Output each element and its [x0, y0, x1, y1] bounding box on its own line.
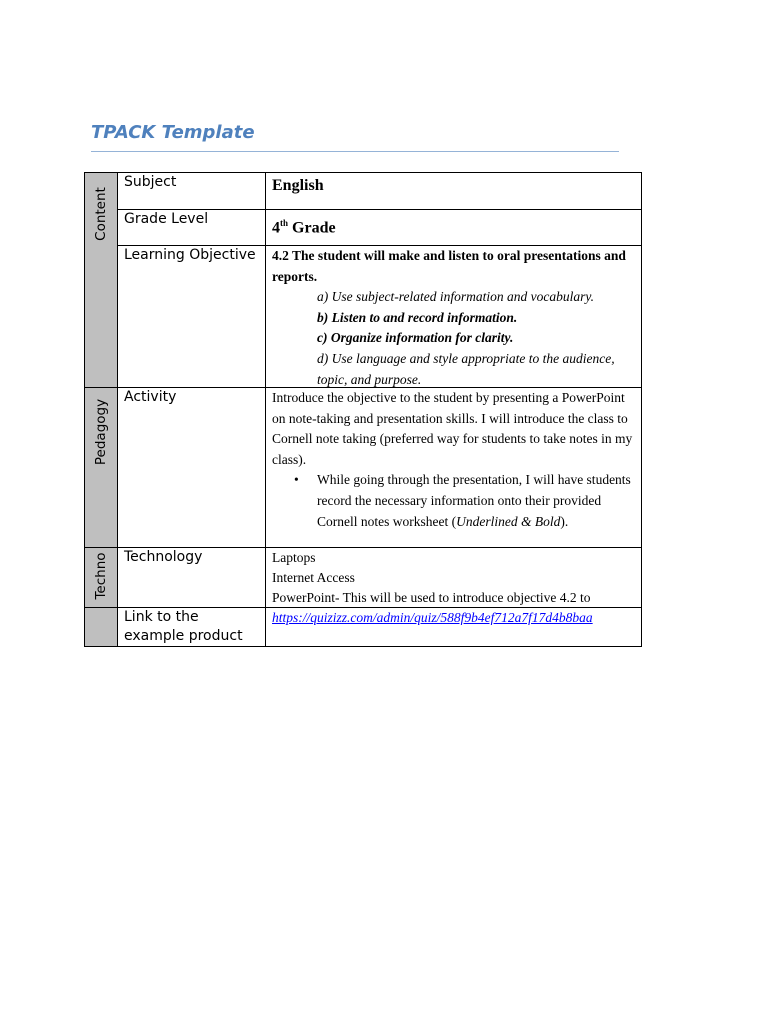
- section-techno: [85, 548, 118, 608]
- table-row-grade: [85, 210, 642, 246]
- objective-heading: 4.2 The student will make and listen to oral presentations and reports.: [272, 248, 626, 284]
- table-row-link: [85, 608, 642, 647]
- objective-item-b: b) Listen to and record information.: [317, 309, 518, 325]
- objective-item-c: c) Organize information for clarity.: [317, 330, 514, 346]
- link-label: Link to the example product: [118, 608, 266, 647]
- example-product-link[interactable]: https://quizizz.com/admin/quiz/588f9b4ef712a7f17d4b8baa: [272, 610, 593, 625]
- section-pedagogy: [85, 388, 118, 548]
- technology-item: Laptops: [272, 550, 316, 565]
- section-pedagogy-label: Pedagogy: [93, 398, 109, 466]
- table-row-technology: [85, 548, 642, 608]
- activity-label: Activity: [118, 388, 266, 548]
- activity-paragraph: Introduce the objective to the student by presenting a PowerPoint on note-taking and presentation skills. I will introduce the class to Cornell note taking (preferred way for students to take notes in my class).: [272, 390, 633, 467]
- technology-label: Technology: [118, 548, 266, 608]
- table-row-activity: [85, 388, 642, 548]
- table-row-subject: [85, 173, 642, 210]
- objective-item-a: a) Use subject-related information and vocabulary.: [317, 289, 594, 305]
- subject-label: Subject: [118, 173, 266, 210]
- grade-value: 4th Grade: [272, 218, 336, 237]
- activity-bullet: • While going through the presentation, I will have students record the necessary information onto their provided Cornell notes worksheet (Underlined & Bold).: [272, 470, 635, 532]
- tpack-table: [84, 172, 642, 647]
- subject-value: English: [272, 177, 324, 194]
- grade-label: Grade Level: [118, 210, 266, 246]
- objective-label: Learning Objective: [118, 246, 266, 388]
- technology-item: PowerPoint- This will be used to introduce objective 4.2 to: [272, 590, 591, 605]
- title-divider: [91, 151, 619, 152]
- section-content-label: Content: [93, 187, 109, 241]
- section-blank: [85, 608, 118, 647]
- objective-item-d: d) Use language and style appropriate to the audience, topic, and purpose.: [317, 350, 615, 387]
- bullet-icon: •: [294, 472, 299, 488]
- section-techno-label: Techno: [93, 552, 109, 600]
- page-title: TPACK Template: [91, 122, 255, 143]
- technology-item: Internet Access: [272, 570, 355, 585]
- section-content: [85, 173, 118, 388]
- table-row-objective: [85, 246, 642, 388]
